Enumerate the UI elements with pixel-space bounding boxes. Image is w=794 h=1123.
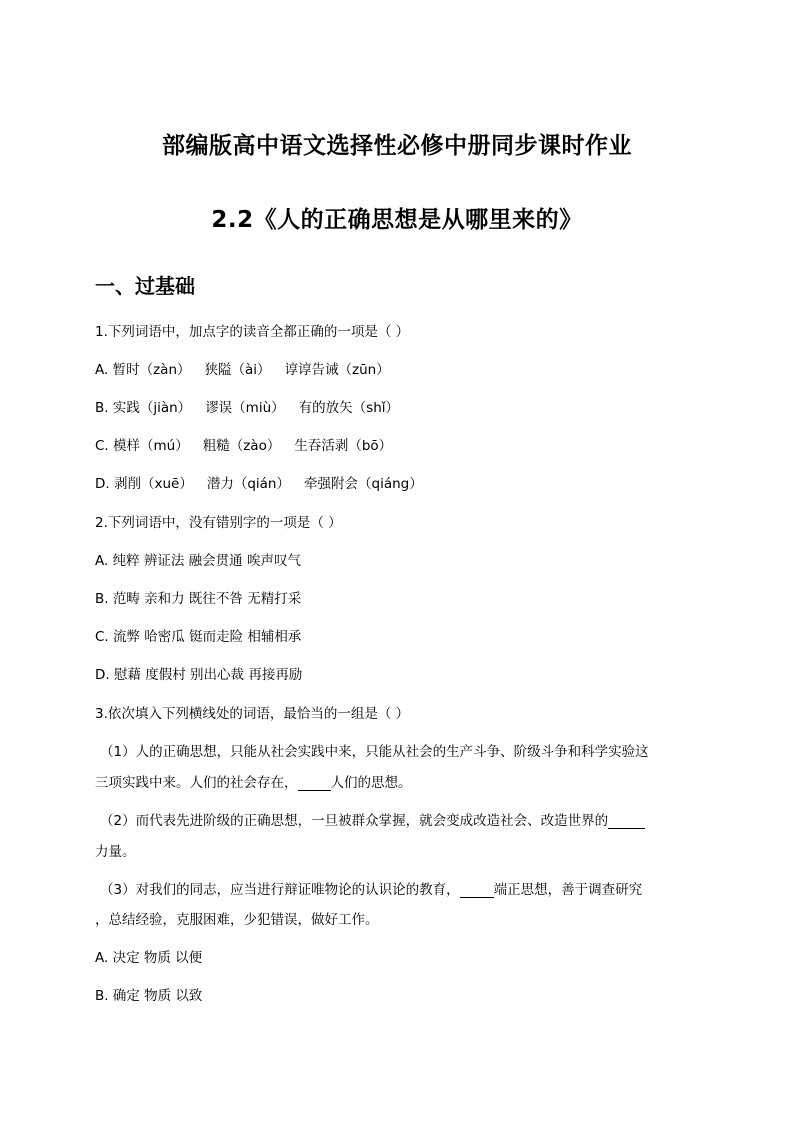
option-text: A. 暂时（zàn） [95,362,191,378]
option-text: B. 实践（jiàn） [95,400,192,416]
question-3-passage-3-line-2: ，总结经验，克服困难，少犯错误，做好工作。 [95,912,379,928]
question-1-stem: 1.下列词语中，加点字的读音全都正确的一项是（ ） [95,324,410,340]
document-title: 部编版高中语文选择性必修中册同步课时作业 [162,133,632,159]
option-text: D. 剥削（xuē） [95,476,193,492]
section-heading: 一、过基础 [95,274,195,298]
question-1-option-b [95,396,399,416]
question-1-option-c [95,434,392,454]
passage-text: 端正思想，善于调查研究 [493,882,643,898]
option-text: C. 模样（mú） [95,438,189,454]
document-subtitle: 2.2《人的正确思想是从哪里来的》 [211,207,583,233]
option-text: 有的放矢（shǐ） [298,400,399,416]
question-3-passage-1-line-1: （1）人的正确思想，只能从社会实践中来，只能从社会的生产斗争、阶级斗争和科学实验这 [100,744,649,760]
fill-blank [298,776,331,791]
question-2-stem: 2.下列词语中，没有错别字的一项是（ ） [95,515,342,531]
question-1-option-d [95,472,423,492]
question-3-option-b: B. 确定 物质 以致 [95,988,203,1004]
question-3-passage-2-line-1 [100,809,645,829]
option-text: 谆谆告诫（zūn） [284,362,390,378]
option-text: 狭隘（ài） [204,362,271,378]
option-text: 潜力（qián） [206,476,290,492]
option-text: 谬误（miù） [205,400,285,416]
question-3-passage-3-line-1 [100,878,642,898]
option-text: 粗糙（zào） [202,438,281,454]
passage-text: 人们的思想。 [330,775,412,791]
fill-blank [460,883,494,898]
question-3-option-a: A. 决定 物质 以便 [95,950,203,966]
question-2-option-a: A. 纯粹 辨证法 融会贯通 唉声叹气 [95,553,301,569]
question-3-passage-2-line-2: 力量。 [95,844,136,860]
option-text: 生吞活剥（bō） [294,438,393,454]
passage-text: 三项实践中来。人们的社会存在， [95,775,298,791]
question-2-option-d: D. 慰藉 度假村 别出心裁 再接再励 [95,667,303,683]
question-3-stem: 3.依次填入下列横线处的词语，最恰当的一组是（ ） [95,706,410,722]
question-3-passage-1-line-2 [95,771,412,791]
question-1-option-a [95,358,390,378]
question-2-option-b: B. 范畴 亲和力 既往不咎 无精打采 [95,591,302,607]
question-2-option-c: C. 流弊 哈密瓜 铤而走险 相辅相承 [95,629,302,645]
option-text: 牵强附会（qiáng） [304,476,423,492]
fill-blank [608,814,645,829]
passage-text: （3）对我们的同志，应当进行辩证唯物论的认识论的教育， [100,882,460,898]
passage-text: （2）而代表先进阶级的正确思想，一旦被群众掌握，就会变成改造社会、改造世界的 [100,813,609,829]
